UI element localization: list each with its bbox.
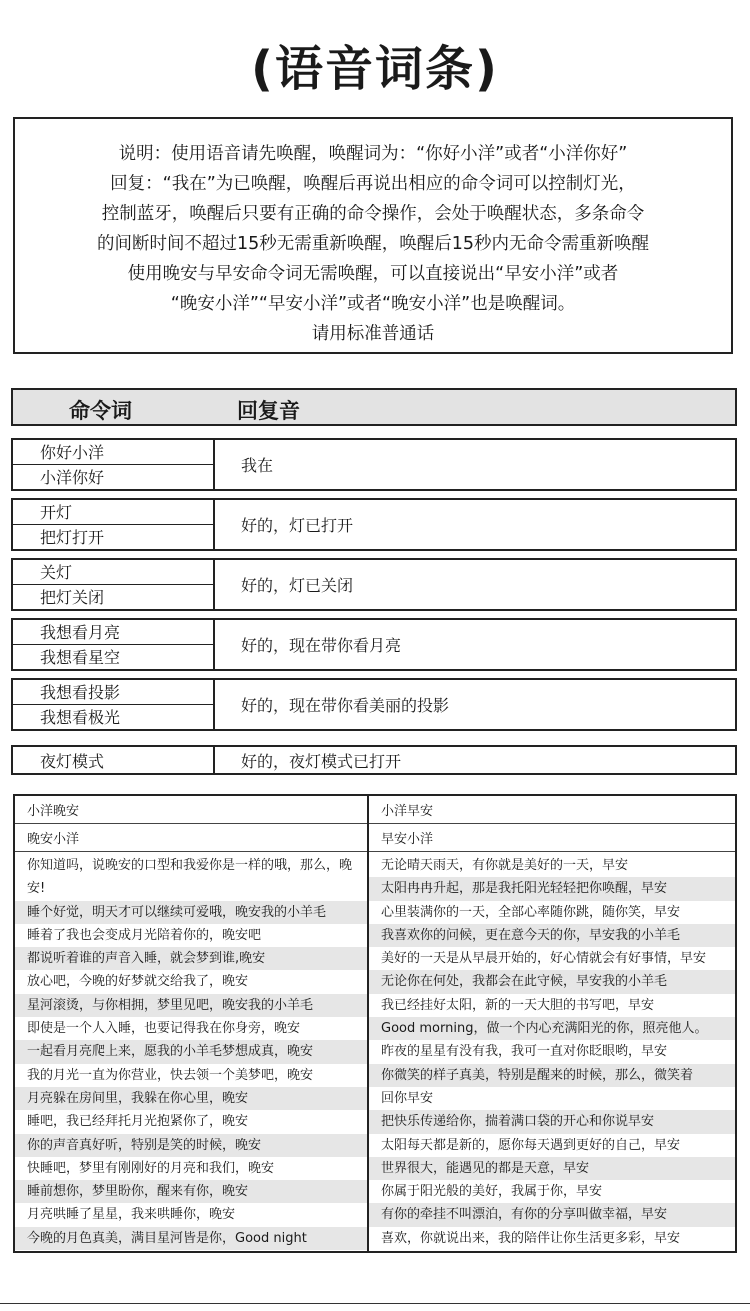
bottom-divider (0, 1303, 750, 1304)
reply-text: 好的，灯已关闭 (241, 576, 354, 595)
good-morning-column (369, 796, 735, 1251)
good-night-line: 一起看月亮爬上来，愿我的小羊毛梦想成真，晚安 (15, 1040, 367, 1063)
command-table-header (11, 388, 737, 426)
good-morning-line: Good morning，做一个内心充满阳光的你，照亮他人。 (369, 1017, 735, 1040)
command-word: 小洋你好 (40, 468, 105, 488)
command-group (11, 498, 737, 551)
command-group (11, 618, 737, 671)
good-morning-line: 你微笑的样子真美，特别是醒来的时候，那么，微笑着 (369, 1064, 735, 1087)
command-group (11, 558, 737, 611)
good-morning-line: 喜欢，你就说出来，我的陪伴让你生活更多彩，早安 (381, 1230, 681, 1246)
command-group (11, 438, 737, 491)
command-group (11, 745, 737, 775)
instruction-line: “晚安小洋”“早安小洋”或者“晚安小洋”也是唤醒词。 (170, 294, 576, 314)
good-night-line: 你知道吗，说晚安的口型和我爱你是一样的哦，那么，晚安! (27, 858, 353, 897)
good-night-line: 睡前想你，梦里盼你，醒来有你，晚安 (15, 1180, 367, 1203)
good-morning-line: 太阳冉冉升起，那是我托阳光轻轻把你唤醒，早安 (369, 877, 735, 900)
command-word: 开灯 (13, 500, 213, 525)
good-night-line: 月亮躲在房间里，我躲在你心里，晚安 (15, 1087, 367, 1110)
reply-text: 好的，现在带你看月亮 (241, 636, 402, 655)
good-morning-line: 世界很大，能遇见的都是天意，早安 (369, 1157, 735, 1180)
good-night-line: 睡吧，我已经拜托月光抱紧你了，晚安 (27, 1114, 249, 1130)
instruction-line: 说明：使用语音请先唤醒，唤醒词为：“你好小洋”或者“小洋你好” (118, 144, 628, 164)
reply-text: 好的，夜灯模式已打开 (241, 751, 402, 771)
good-night-line: 快睡吧，梦里有刚刚好的月亮和我们，晚安 (27, 1160, 275, 1176)
good-night-line: 星河滚烫，与你相拥，梦里见吧，晚安我的小羊毛 (15, 994, 367, 1017)
good-night-header: 小洋晚安 (15, 796, 367, 824)
good-night-line: 睡着了我也会变成月光陪着你的，晚安吧 (27, 927, 262, 943)
good-night-line: 我的月光一直为你营业，快去领一个美梦吧，晚安 (27, 1067, 314, 1083)
good-morning-line: 昨夜的星星有没有我，我可一直对你眨眼哟，早安 (381, 1044, 668, 1060)
good-morning-header: 早安小洋 (369, 824, 735, 852)
page-title: (语音词条) (251, 41, 499, 97)
command-word: 你好小洋 (13, 440, 213, 465)
command-column-header: 命令词 (69, 399, 132, 423)
command-word: 把灯关闭 (40, 588, 105, 608)
good-morning-line: 美好的一天是从早晨开始的，好心情就会有好事情，早安 (381, 951, 707, 967)
good-night-line: 今晚的月色真美，满目星河皆是你，Good night (15, 1227, 367, 1250)
good-morning-line: 你属于阳光般的美好，我属于你，早安 (381, 1184, 603, 1200)
good-night-line: 睡个好觉，明天才可以继续可爱哦，晚安我的小羊毛 (15, 901, 367, 924)
reply-text: 好的，灯已打开 (241, 516, 354, 535)
good-morning-header: 小洋早安 (369, 796, 735, 824)
reply-text: 好的，现在带你看美丽的投影 (241, 696, 450, 715)
good-night-line: 月亮哄睡了星星，我来哄睡你，晚安 (27, 1207, 236, 1223)
good-morning-line: 心里装满你的一天，全部心率随你跳，随你笑，早安 (381, 904, 681, 920)
command-word: 我想看投影 (13, 680, 213, 705)
command-word: 关灯 (13, 560, 213, 585)
reply-text: 我在 (241, 456, 274, 475)
instruction-line: 请用标准普通话 (311, 324, 435, 344)
good-night-line: 即使是一个人入睡，也要记得我在你身旁，晚安 (27, 1021, 301, 1037)
good-morning-line: 无论晴天雨天，有你就是美好的一天，早安 (381, 858, 629, 873)
good-morning-line: 我已经挂好太阳，新的一天大胆的书写吧，早安 (381, 997, 655, 1013)
reply-column-header: 回复音 (237, 399, 300, 423)
good-morning-line: 有你的牵挂不叫漂泊，有你的分享叫做幸福，早安 (369, 1203, 735, 1226)
command-word: 我想看极光 (40, 708, 121, 728)
good-night-column (15, 796, 369, 1251)
greeting-table (13, 794, 737, 1253)
command-group (11, 678, 737, 731)
good-morning-line: 太阳每天都是新的，愿你每天遇到更好的自己，早安 (381, 1137, 681, 1153)
good-night-line: 都说听着谁的声音入睡，就会梦到谁,晚安 (15, 947, 367, 970)
instruction-line: 控制蓝牙，唤醒后只要有正确的命令操作，会处于唤醒状态，多条命令 (101, 204, 645, 224)
good-night-line: 放心吧，今晚的好梦就交给我了，晚安 (27, 974, 249, 990)
good-morning-line: 无论你在何处，我都会在此守候，早安我的小羊毛 (369, 970, 735, 993)
command-word: 我想看月亮 (13, 620, 213, 645)
good-night-line: 你的声音真好听，特别是笑的时候，晚安 (15, 1134, 367, 1157)
good-morning-line: 回你早安 (381, 1090, 434, 1106)
command-word: 把灯打开 (40, 528, 105, 548)
instruction-line: 回复：“我在”为已唤醒，唤醒后再说出相应的命令词可以控制灯光， (110, 174, 636, 194)
instruction-line: 使用晚安与早安命令词无需唤醒，可以直接说出“早安小洋”或者 (127, 264, 619, 284)
command-word: 夜灯模式 (40, 751, 105, 771)
instruction-line: 的间断时间不超过15秒无需重新唤醒，唤醒后15秒内无命令需重新唤醒 (96, 234, 650, 254)
instruction-box (13, 117, 733, 354)
good-morning-line: 把快乐传递给你，揣着满口袋的开心和你说早安 (369, 1110, 735, 1133)
command-word: 我想看星空 (40, 648, 121, 668)
good-morning-line: 我喜欢你的问候，更在意今天的你，早安我的小羊毛 (369, 924, 735, 947)
good-night-header: 晚安小洋 (15, 824, 367, 852)
